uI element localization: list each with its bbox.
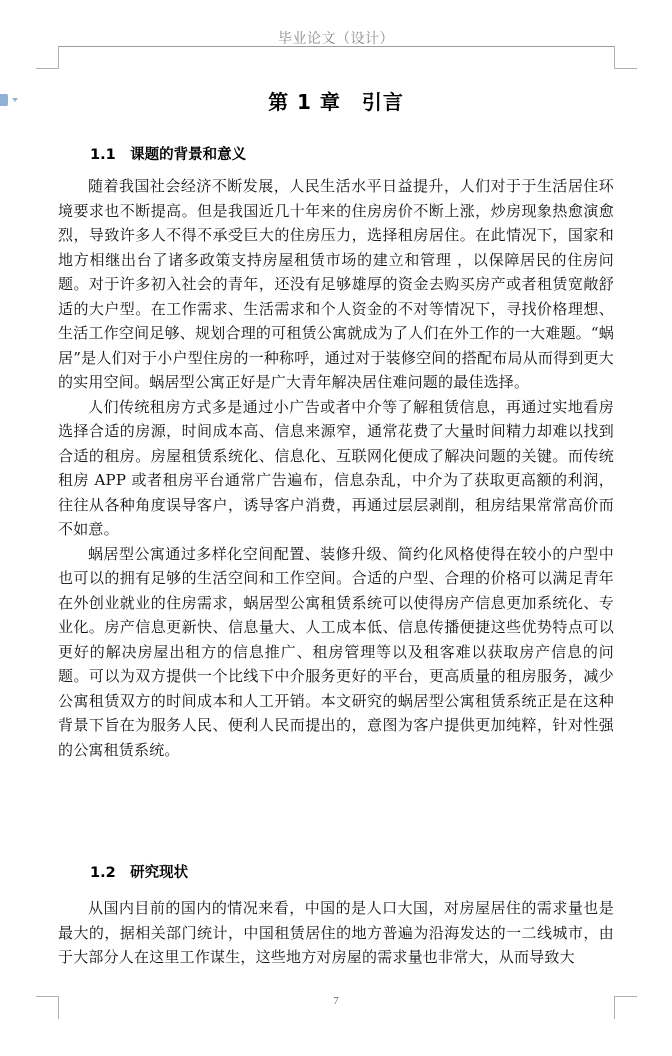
paragraph: 蜗居型公寓通过多样化空间配置、装修升级、简约化风格使得在较小的户型中也可以的拥有足够的生活空间和工作空间。合适的户型、合理的价格可以满足青年在外创业就业的住房需求，蜗居型公寓租赁系统可以使得房产信息更加系统化、专业化。房产信息更新快、信息量大、人工成本低、信息传播便捷这些优势特点可以更好的解决房屋出租方的信息推广、租房管理等以及租客难以获取房产信息的问题。可以为双方提供一个比线下中介服务更好的平台，更高质量的租房服务，减少公寓租赁双方的时间成本和人工开销。本文研究的蜗居型公寓租赁系统正是在这种背景下旨在为服务人民、便利人民而提出的，意图为客户提供更加纯粹，针对性强的公寓租赁系统。 bbox=[58, 544, 614, 759]
crop-mark-top-left bbox=[36, 46, 59, 69]
paragraph: 随着我国社会经济不断发展，人民生活水平日益提升，人们对于于生活居住环境要求也不断提高。但是我国近几十年来的住房房价不断上涨，炒房现象热愈演愈烈，导致许多人不得不承受巨大的住房压力，选择租房居住。在此情况下，国家和地方相继出台了诸多政策支持房屋租赁市场的建立和管理 ，以保障居民的住房问题。对于许多初入社会的青年，还没有足够雄厚的资金去购买房产或者租赁宽敞舒适的大户型。在工作需求、生活需求和个人资金的不对等情况下，寻找价格理想、生活工作空间足够、规划合理的可租赁公寓就成为了人们在外工作的一大难题。“蜗居”是人们对于小户型住房的一种称呼，通过对于装修空间的搭配布局从而得到更大的实用空间。蜗居型公寓正好是广大青年解决居住难问题的最佳选择。 bbox=[58, 177, 614, 391]
chapter-title: 第 1 章 引言 bbox=[268, 90, 404, 114]
section-title-research-status: 1.2 研究现状 bbox=[90, 865, 189, 881]
paragraph: 人们传统租房方式多是通过小广告或者中介等了解租赁信息，再通过实地看房选择合适的房源，时间成本高、信息来源窄，通常花费了大量时间精力却难以找到合适的租房。房屋租赁系统化、信息化、互联网化便成了解决问题的关键。而传统租房 APP 或者租房平台通常广告遍布，信息杂乱，中介为了获取更高额的利润，往往从各种角度误导客户，诱导客户消费，再通过层层剥削，租房结果常常高价而不如意。 bbox=[58, 397, 614, 538]
section-body-research-status bbox=[58, 896, 614, 970]
section-title-background: 1.1 课题的背景和意义 bbox=[90, 147, 247, 163]
paragraph: 从国内目前的国内的情况来看，中国的是人口大国，对房屋居住的需求量也是最大的，据相关部门统计，中国租赁居住的地方普遍为沿海发达的一二线城市，由于大部分人在这里工作谋生，这些地方对房屋的需求量也非常大，从而导致大 bbox=[58, 899, 614, 966]
page-number: 7 bbox=[333, 995, 339, 1007]
crop-mark-top-right bbox=[614, 46, 637, 69]
header-rule bbox=[58, 46, 614, 47]
section-body-background bbox=[58, 174, 614, 762]
page-header: 毕业论文（设计） bbox=[278, 31, 394, 47]
